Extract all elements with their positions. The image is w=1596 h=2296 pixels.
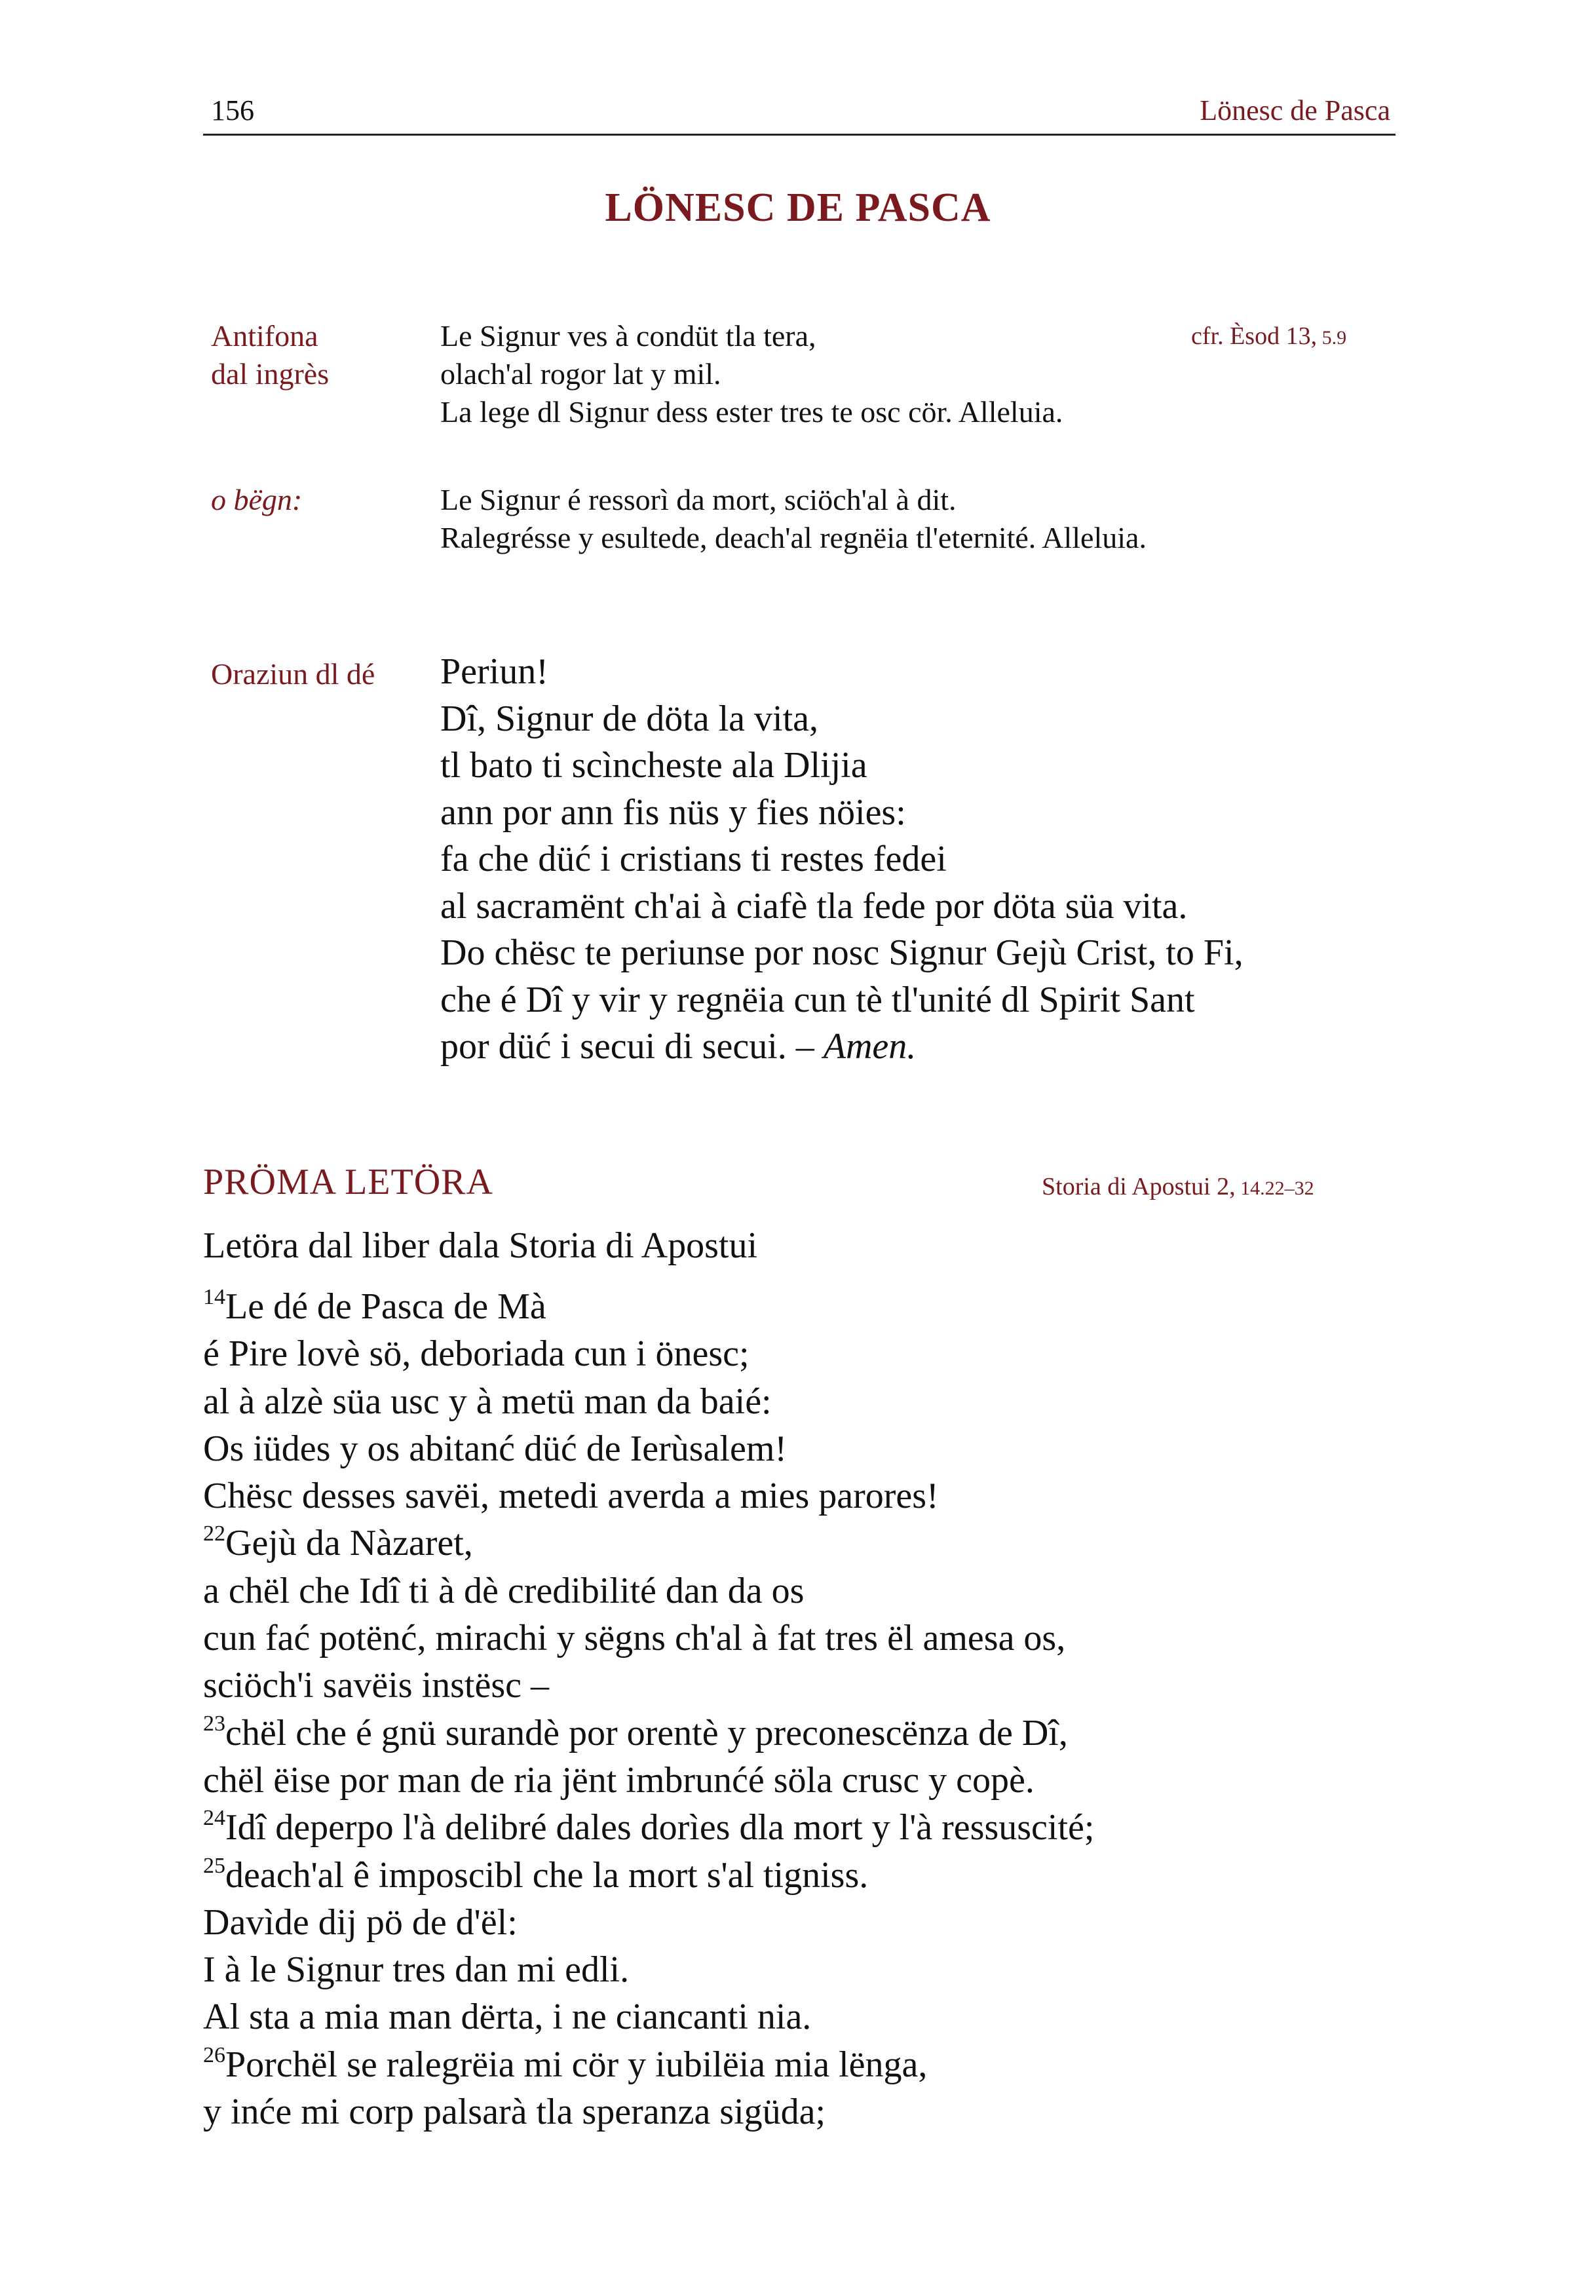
collect-line: Dî, Signur de döta la vita, (440, 698, 819, 739)
reading-line-text: Al sta a mia man dërta, i ne ciancanti nia. (203, 1997, 812, 2038)
reading-line-text: y inće mi corp palsarà tla speranza sigüda; (203, 2092, 826, 2133)
verse-number: 25 (203, 1853, 225, 1878)
reading-line-text: cun fać potënć, mirachi y sëgns ch'al à fat tres ël amesa os, (203, 1618, 1066, 1659)
antifona-line: Le Signur ves à condüt tla tera, (440, 319, 816, 353)
running-title: Lönesc de Pasca (1200, 94, 1390, 126)
collect-line: Periun! (440, 651, 548, 692)
alternative-line: Ralegrésse y esultede, deach'al regnëia tl'eternité. Alleluia. (440, 521, 1147, 554)
reading-line-text: chël ëise por man de ria jënt imbrunćé söla crusc y copè. (203, 1759, 1035, 1801)
reading-line (203, 1567, 1094, 1615)
reading-line (203, 1520, 1094, 1567)
reading-reference (1042, 1168, 1314, 1208)
reading-line (203, 1899, 1094, 1946)
reading-line-text: Porchël se ralegrëia mi cör y iubilëia mia lënga, (225, 2044, 928, 2085)
verse-number: 26 (203, 2042, 225, 2067)
collect-line: che é Dî y vir y regnëia cun tè tl'unité dl Spirit Sant (440, 979, 1195, 1020)
page-number: 156 (211, 94, 254, 126)
reading-line-text: sciöch'i savëis instësc – (203, 1665, 549, 1706)
reading-line (203, 1472, 1094, 1520)
antifona-reference-verses: 5.9 (1317, 327, 1347, 349)
collect-line: fa che düć i cristians ti restes fedei (440, 839, 947, 879)
reading-line (203, 1852, 1094, 1899)
collect-last-text: por düć i secui di secui. – (440, 1026, 824, 1067)
page-title: LÖNESC DE PASCA (605, 185, 991, 230)
verse-number: 24 (203, 1806, 225, 1831)
collect-line: Do chësc te periunse por nosc Signur Gejù Crist, to Fi, (440, 932, 1244, 973)
reading-line (203, 1425, 1094, 1472)
collect-last-line (440, 1024, 1244, 1071)
antifona-label-line: Antifona (211, 319, 318, 353)
reading-line-text: a chël che Idî ti à dè credibilité dan da os (203, 1570, 805, 1611)
reading-line (203, 1378, 1094, 1425)
reading-line-text: I à le Signur tres dan mi edli. (203, 1949, 630, 1991)
reading-line (203, 2041, 1094, 2088)
alternative-label: o bëgn: (211, 483, 303, 516)
verse-number: 23 (203, 1711, 225, 1736)
section-title: PRÖMA LETÖRA (203, 1162, 493, 1202)
collect-line: ann por ann fis nüs y fies nöies: (440, 792, 906, 833)
antifona-line: La lege dl Signur dess ester tres te osc cör. Alleluia. (440, 395, 1063, 429)
antifona-label-line: dal ingrès (211, 357, 330, 391)
reading-intro: Letöra dal liber dala Storia di Apostui (203, 1225, 758, 1266)
collect-line: tl bato ti scìncheste ala Dlijia (440, 745, 867, 786)
alternative-text (440, 481, 1147, 557)
reading-line (203, 1710, 1094, 1757)
reading-reference-verses: 14.22–32 (1235, 1177, 1314, 1199)
antifona-text (440, 317, 1063, 431)
reading-line (203, 1757, 1094, 1804)
reading-line (203, 1946, 1094, 1993)
antifona-reference (1191, 317, 1346, 357)
page-header (203, 88, 1396, 136)
reading-line-text: Chësc desses savëi, metedi averda a mies parores! (203, 1476, 939, 1517)
reading-line-text: deach'al ê imposcibl che la mort s'al tigniss. (225, 1854, 869, 1896)
alternative-line: Le Signur é ressorì da mort, sciöch'al à dit. (440, 483, 957, 516)
reading-line-text: chël che é gnü surandè por orentè y preconescënza de Dî, (225, 1712, 1068, 1753)
reading-line (203, 1615, 1094, 1662)
reading-line-text: Gejù da Nàzaret, (225, 1523, 473, 1564)
verse-number: 14 (203, 1285, 225, 1309)
collect-text (440, 649, 1244, 1071)
reading-line-text: Davìde dij pö de d'ël: (203, 1902, 518, 1943)
antifona-label (211, 317, 329, 393)
reading-line (203, 1662, 1094, 1709)
verse-number: 22 (203, 1521, 225, 1546)
antifona-line: olach'al rogor lat y mil. (440, 357, 721, 391)
reading-line-text: Le dé de Pasca de Mà (225, 1286, 546, 1327)
collect-amen: Amen. (823, 1026, 917, 1067)
collect-line: al sacramënt ch'ai à ciafè tla fede por döta süa vita. (440, 885, 1188, 927)
reading-reference-book: Storia di Apostui 2, (1042, 1173, 1236, 1200)
reading-line (203, 1330, 1094, 1377)
antifona-reference-book: cfr. Èsod 13, (1191, 322, 1318, 350)
reading-line (203, 1993, 1094, 2040)
reading-text (203, 1283, 1094, 2135)
reading-line-text: Idî deperpo l'à delibré dales dorìes dla mort y l'à ressuscité; (225, 1807, 1095, 1848)
collect-label: Oraziun dl dé (211, 657, 375, 691)
reading-line (203, 1283, 1094, 1330)
reading-line-text: al à alzè süa usc y à metü man da baié: (203, 1381, 772, 1422)
reading-line (203, 1804, 1094, 1851)
reading-line (203, 2088, 1094, 2135)
reading-line-text: Os iüdes y os abitanć düć de Ierùsalem! (203, 1428, 788, 1469)
reading-line-text: é Pire lovè sö, deboriada cun i önesc; (203, 1333, 750, 1375)
